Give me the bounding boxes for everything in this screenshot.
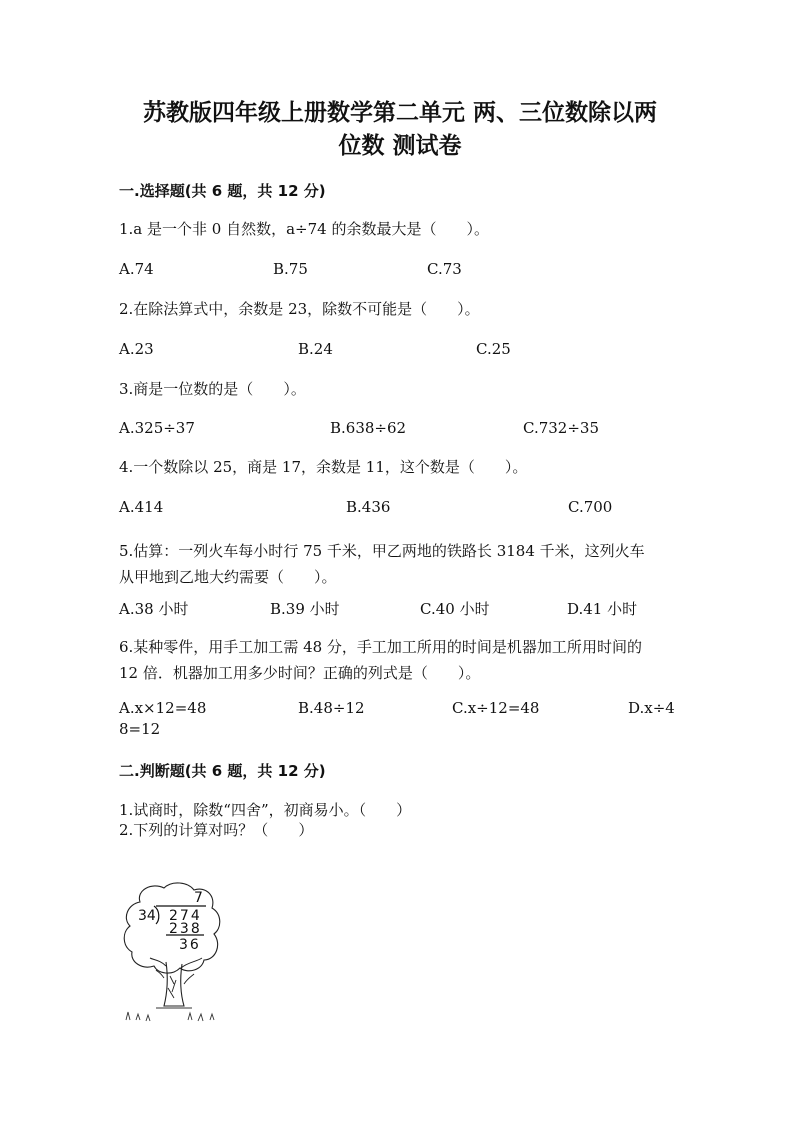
option-4c: C.700 xyxy=(568,498,613,516)
option-4b: B.436 xyxy=(346,498,391,516)
question-5-line-1: 5.估算：一列火车每小时行 75 千米，甲乙两地的铁路长 3184 千米，这列火车 xyxy=(119,542,645,560)
tree-drawing xyxy=(118,880,228,1028)
option-5c: C.40 小时 xyxy=(420,600,490,618)
option-1c: C.73 xyxy=(427,260,462,278)
option-6b: B.48÷12 xyxy=(298,699,365,717)
question-5-line-2: 从甲地到乙地大约需要（ ）。 xyxy=(119,568,337,586)
option-5b: B.39 小时 xyxy=(270,600,340,618)
option-3c: C.732÷35 xyxy=(523,419,599,437)
option-1a: A.74 xyxy=(119,260,154,278)
title-line-2: 位数 测试卷 xyxy=(338,132,462,159)
division-tree-figure xyxy=(118,880,228,1028)
option-4a: A.414 xyxy=(119,498,164,516)
option-5d: D.41 小时 xyxy=(567,600,638,618)
question-1: 1.a 是一个非 0 自然数，a÷74 的余数最大是（ ）。 xyxy=(119,220,489,238)
title-line-1: 苏教版四年级上册数学第二单元 两、三位数除以两 xyxy=(142,99,657,126)
option-1b: B.75 xyxy=(273,260,308,278)
product: 238 xyxy=(169,921,202,937)
grass xyxy=(126,1008,214,1021)
option-6a: A.x×12=48 xyxy=(119,699,207,717)
judge-question-1: 1.试商时，除数“四舍”，初商易小。（ ） xyxy=(119,801,412,819)
dividend: 274 xyxy=(169,908,202,924)
option-6c: C.x÷12=48 xyxy=(452,699,540,717)
question-6-line-2: 12 倍．机器加工用多少时间？正确的列式是（ ）。 xyxy=(119,664,481,682)
question-6-line-1: 6.某种零件，用手工加工需 48 分，手工加工所用的时间是机器加工所用时间的 xyxy=(119,638,642,656)
page-title xyxy=(110,96,690,162)
question-3: 3.商是一位数的是（ ）。 xyxy=(119,380,306,398)
question-2: 2.在除法算式中，余数是 23，除数不可能是（ ）。 xyxy=(119,300,480,318)
question-6 xyxy=(119,634,709,686)
question-5 xyxy=(119,538,709,590)
option-6d-wrap: 8=12 xyxy=(119,720,161,738)
judge-question-2: 2.下列的计算对吗？（ ） xyxy=(119,821,314,839)
option-6d: D.x÷4 xyxy=(628,699,675,717)
option-3a: A.325÷37 xyxy=(119,419,195,437)
option-2c: C.25 xyxy=(476,340,511,358)
option-5a: A.38 小时 xyxy=(119,600,189,618)
option-2b: B.24 xyxy=(298,340,333,358)
question-4: 4.一个数除以 25，商是 17，余数是 11，这个数是（ ）。 xyxy=(119,458,528,476)
option-3b: B.638÷62 xyxy=(330,419,407,437)
remainder: 36 xyxy=(179,937,201,953)
section-heading-choice: 一.选择题(共 6 题，共 12 分) xyxy=(119,182,326,200)
section-heading-judge: 二.判断题(共 6 题，共 12 分) xyxy=(119,762,326,780)
option-2a: A.23 xyxy=(119,340,154,358)
divisor: 34 xyxy=(138,908,156,924)
quotient: 7 xyxy=(194,890,203,906)
